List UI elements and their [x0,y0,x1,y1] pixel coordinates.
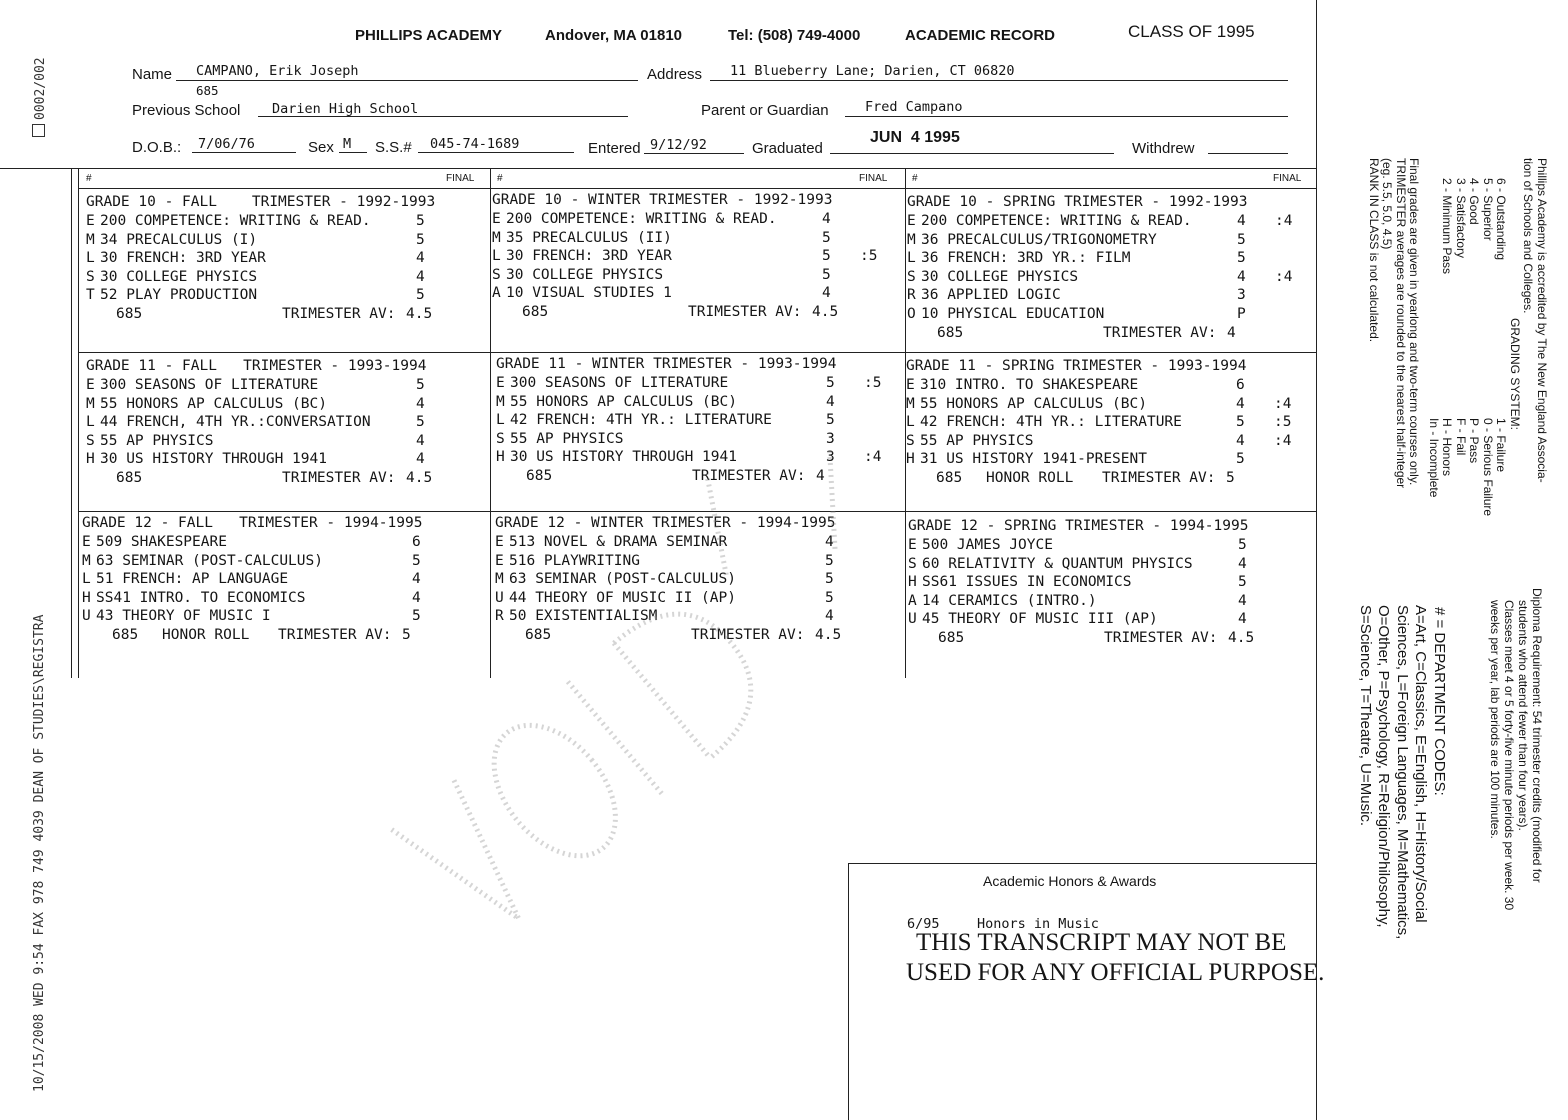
course-name: 55 HONORS AP CALCULUS (BC) [510,393,737,410]
diploma-note-line: students who attend fewer than four years). [1516,600,1530,831]
course-department-code: L [492,248,501,265]
course-department-code: H [82,589,91,606]
date-of-birth: 7/06/76 [198,136,255,152]
grading-note-line: (eg. 5.5, 5.0, 4.5) [1380,158,1395,250]
course-department-code: R [907,287,916,304]
course-row [492,229,902,248]
course-department-code: E [907,213,916,229]
dept-codes-line: O=Other, P=Psychology, R=Religion/Philosophy, [1375,605,1393,928]
course-row [907,305,1312,324]
dept-codes-line: Sciences, L=Foreign Languages, M=Mathematics, [1394,605,1411,940]
trimester-average: 4.5 [406,469,433,486]
course-name: 30 COLLEGE PHYSICS [100,268,258,285]
course-department-code: M [86,395,95,412]
school-location: Andover, MA 01810 [545,27,682,44]
course-final-grade: :5 [860,248,878,265]
course-grade: 5 [416,213,425,229]
class-of: CLASS OF 1995 [1128,22,1255,41]
course-name: 31 US HISTORY 1941-PRESENT [920,451,1147,468]
footer-student-id: 685 [116,305,143,322]
previous-school-label: Previous School [132,102,241,119]
course-department-code: U [495,589,504,606]
course-row [908,610,1313,629]
term-title: GRADE 12 - WINTER TRIMESTER - 1994-1995 [495,515,836,531]
term-block [86,193,486,324]
course-grade: 4 [416,432,425,449]
course-grade: 5 [1238,574,1247,591]
course-final-grade: :5 [1274,414,1292,431]
course-name: 44 THEORY OF MUSIC II (AP) [509,589,736,606]
trimester-average-label: TRIMESTER AV: [282,469,396,486]
course-department-code: S [86,268,95,285]
course-department-code: S [86,432,95,449]
course-name: 34 PRECALCULUS (I) [100,231,258,248]
department-codes [1356,605,1449,939]
footer-student-id: 685 [116,469,143,486]
school-name: PHILLIPS ACADEMY [355,27,502,44]
diploma-note-line: weeks per year, lab periods are 100 minutes. [1488,600,1502,839]
term-block [907,193,1312,342]
course-name: 50 EXISTENTIALISM [509,608,658,625]
course-department-code: T [86,287,95,304]
previous-school: Darien High School [272,101,419,117]
course-name: 42 FRENCH: 4TH YR.: LITERATURE [510,412,772,429]
checkbox-icon [32,124,45,137]
course-grade: 4 [416,451,425,468]
honor-roll-note: HONOR ROLL [986,469,1074,486]
course-department-code: E [906,377,915,393]
course-department-code: L [86,250,95,267]
fax-header-line: 10/15/2008 WED 9:54 FAX 978 749 4039 DEAN OF STUDIES\REGISTRA [32,614,47,1092]
course-department-code: E [496,375,505,391]
course-department-code: S [906,432,915,449]
trimester-footer [86,305,486,324]
student-name: CAMPANO, Erik Joseph [196,63,359,79]
diploma-note-line: Classes meet 4 or 5 forty-five minute periods per week. 30 [1502,600,1516,911]
course-final-grade: :4 [864,449,882,466]
course-name: 310 INTRO. TO SHAKESPEARE [920,377,1139,393]
course-department-code: S [492,266,501,283]
trimester-average: 5 [1226,469,1235,486]
entered-date: 9/12/92 [650,137,707,153]
course-grade: 4 [825,608,834,625]
course-grade: 5 [825,552,834,569]
course-name: 36 FRENCH: 3RD YR.: FILM [921,250,1131,267]
social-security-number: 045-74-1689 [430,136,520,152]
course-department-code: M [496,393,505,410]
footer-student-id: 685 [526,467,553,484]
grading-note-line: tion of Schools and Colleges. [1521,158,1536,314]
term-title: GRADE 10 - FALL TRIMESTER - 1992-1993 [86,194,436,210]
course-grade: 6 [412,534,421,550]
course-row [906,376,1311,395]
course-name: 30 FRENCH: 3RD YEAR [100,250,266,267]
ss-label: S.S.# [375,139,412,156]
guardian-name: Fred Campano [865,99,963,115]
term-title: GRADE 10 - WINTER TRIMESTER - 1992-1993 [492,192,833,208]
grading-scale-row: 2 - Minimum Pass H - Honors [1440,178,1455,477]
trimester-average: 4.5 [815,626,842,643]
grading-notes [1367,158,1549,516]
course-name: 513 NOVEL & DRAMA SEMINAR [509,534,728,550]
course-grade: 3 [826,449,835,466]
term-title: GRADE 11 - WINTER TRIMESTER - 1993-1994 [496,356,837,372]
col-number-header: # [497,173,503,184]
school-telephone: Tel: (508) 749-4000 [728,27,861,44]
course-name: SS61 ISSUES IN ECONOMICS [922,574,1132,591]
course-name: 200 COMPETENCE: WRITING & READ. [921,213,1192,229]
course-department-code: E [86,213,95,229]
col-number-header: # [86,173,92,184]
course-grade: 5 [412,552,421,569]
grading-note-line: TRIMESTER averages are rounded to the nearest half-integer [1394,158,1408,489]
honors-entry-text: Honors in Music [977,916,1099,932]
course-department-code: M [906,395,915,412]
name-label: Name [132,66,173,83]
course-name: 30 US HISTORY THROUGH 1941 [100,451,327,468]
course-row [908,573,1313,592]
course-department-code: O [907,305,916,322]
course-name: 43 THEORY OF MUSIC I [96,608,271,625]
course-name: 60 RELATIVITY & QUANTUM PHYSICS [922,555,1193,572]
course-row [86,231,486,250]
course-department-code: L [907,250,916,267]
course-grade: 4 [822,211,831,227]
trimester-average-label: TRIMESTER AV: [692,467,806,484]
trimester-average: 4 [816,467,825,484]
honor-roll-note: HONOR ROLL [162,626,250,643]
course-row [86,286,486,305]
course-department-code: U [82,608,91,625]
course-row [496,374,901,393]
dept-codes-title: # = DEPARTMENT CODES: [1431,607,1448,796]
course-department-code: M [495,571,504,588]
course-grade: 5 [1236,451,1245,468]
course-row [907,231,1312,250]
course-name: 55 AP PHYSICS [920,432,1034,449]
course-grade: 5 [1237,250,1246,267]
course-grade: 4 [416,395,425,412]
footer-student-id: 685 [937,324,964,341]
course-row [906,395,1311,414]
honors-title: Academic Honors & Awards [983,873,1157,889]
course-grade: 5 [416,287,425,304]
course-grade: 4 [1237,268,1246,285]
course-grade: 3 [826,430,835,447]
course-grade: 4 [1237,213,1246,229]
course-department-code: U [908,611,917,628]
term-block [908,517,1313,648]
course-name: 500 JAMES JOYCE [922,537,1053,553]
course-row [86,376,486,395]
course-name: 51 FRENCH: AP LANGUAGE [96,571,289,588]
grading-scale-row: 6 - Outstanding 1 - Failure [1494,178,1509,473]
course-grade: 5 [822,248,831,265]
footer-student-id: 685 [938,629,965,646]
fax-page-number: 0002/002 [32,57,48,137]
student-address: 11 Blueberry Lane; Darien, CT 06820 [730,63,1015,79]
dept-codes-line: S=Science, T=Theatre, U=Music. [1357,605,1374,827]
course-row [492,266,902,285]
course-department-code: H [86,451,95,468]
course-grade: 5 [416,231,425,248]
course-grade: 4 [822,285,831,302]
course-department-code: H [906,451,915,468]
course-department-code: S [496,430,505,447]
dob-label: D.O.B.: [132,139,182,156]
trimester-average-label: TRIMESTER AV: [1103,324,1217,341]
course-row [492,210,902,229]
course-row [86,249,486,268]
course-name: 36 APPLIED LOGIC [921,287,1061,304]
void-watermark-stamp [250,440,950,1000]
course-row [908,555,1313,574]
course-grade: 3 [1237,287,1246,304]
course-name: 300 SEASONS OF LITERATURE [510,375,729,391]
course-grade: 5 [822,229,831,246]
graduated-date: JUN 4 1995 [870,129,960,146]
footer-student-id: 685 [525,626,552,643]
course-grade: 4 [1236,395,1245,412]
course-department-code: A [908,592,917,609]
grading-note-line: GRADING SYSTEM: [1508,318,1522,431]
course-name: 35 PRECALCULUS (II) [506,229,672,246]
course-row [908,536,1313,555]
course-grade: 5 [1238,537,1247,553]
term-title: GRADE 12 - SPRING TRIMESTER - 1994-1995 [908,518,1249,534]
trimester-average-label: TRIMESTER AV: [282,305,396,322]
col-final-header: FINAL [1273,173,1302,184]
col-final-header: FINAL [446,173,475,184]
trimester-average: 4 [1227,324,1236,341]
transcript-warning-line1: THIS TRANSCRIPT MAY NOT BE [916,929,1287,956]
course-name: 45 THEORY OF MUSIC III (AP) [922,611,1158,628]
course-name: SS41 INTRO. TO ECONOMICS [96,589,306,606]
trimester-footer [492,303,902,322]
course-name: 42 FRENCH: 4TH YR.: LITERATURE [920,414,1182,431]
course-name: 36 PRECALCULUS/TRIGONOMETRY [921,231,1157,248]
course-department-code: M [82,552,91,569]
course-department-code: E [86,377,95,393]
guardian-label: Parent or Guardian [701,102,829,119]
course-department-code: R [495,608,504,625]
course-final-grade: :4 [1274,395,1292,412]
course-grade: 5 [416,377,425,393]
course-name: 44 FRENCH, 4TH YR.:CONVERSATION [100,414,371,431]
course-name: 55 HONORS AP CALCULUS (BC) [100,395,327,412]
course-name: 10 PHYSICAL EDUCATION [921,305,1105,322]
course-row [86,395,486,414]
course-department-code: E [492,211,501,227]
course-name: 55 AP PHYSICS [510,430,624,447]
course-grade: 6 [1236,377,1245,393]
course-grade: 5 [416,414,425,431]
course-name: 63 SEMINAR (POST-CALCULUS) [509,571,736,588]
course-department-code: L [82,571,91,588]
course-row [906,413,1311,432]
course-row [492,247,902,266]
trimester-average-label: TRIMESTER AV: [688,303,802,320]
trimester-average: 4.5 [812,303,839,320]
course-row [906,432,1311,451]
graduated-label: Graduated [752,140,823,157]
course-name: 30 COLLEGE PHYSICS [921,268,1079,285]
course-row [86,413,486,432]
course-department-code: S [907,268,916,285]
sex: M [343,136,352,152]
grading-note-line: RANK IN CLASS is not calculated. [1367,158,1381,343]
course-name: 300 SEASONS OF LITERATURE [100,377,319,393]
course-grade: 5 [825,589,834,606]
course-grade: 4 [412,589,421,606]
course-final-grade: :4 [1275,213,1293,229]
course-grade: 5 [1237,231,1246,248]
course-grade: 4 [416,250,425,267]
grading-note-line: Phillips Academy is accredited by The New England Associa- [1535,158,1549,483]
grading-scale-row: 5 - Superior 0 - Serious Failure [1481,178,1495,517]
course-grade: 4 [826,393,835,410]
course-department-code: M [86,231,95,248]
course-name: 509 SHAKESPEARE [96,534,227,550]
trimester-average-label: TRIMESTER AV: [691,626,805,643]
trimester-footer [908,629,1313,648]
course-name: 14 CERAMICS (INTRO.) [922,592,1097,609]
term-block [906,357,1311,488]
grading-scale-row: 3 - Satisfactory F - Fail [1454,178,1468,456]
course-row [496,411,901,430]
course-grade: 5 [826,412,835,429]
course-grade: 5 [1236,414,1245,431]
course-department-code: E [82,534,91,550]
term-block [492,191,902,322]
course-row [906,450,1311,469]
course-department-code: L [86,414,95,431]
diploma-notes [1488,588,1544,910]
course-grade: 5 [822,266,831,283]
course-name: 30 US HISTORY THROUGH 1941 [510,449,737,466]
course-grade: 5 [412,608,421,625]
withdrew-label: Withdrew [1132,140,1195,157]
sex-label: Sex [308,139,334,156]
course-row [908,592,1313,611]
course-grade: 4 [1238,555,1247,572]
course-department-code: M [492,229,501,246]
course-final-grade: :4 [1274,432,1292,449]
course-final-grade: :4 [1275,268,1293,285]
trimester-footer [906,469,1311,488]
course-row [86,212,486,231]
entered-label: Entered [588,140,641,157]
course-department-code: S [908,555,917,572]
course-final-grade: :5 [864,375,882,391]
course-name: 10 VISUAL STUDIES 1 [506,285,672,302]
trimester-average: 4.5 [1228,629,1255,646]
dept-codes-line: A=Art, C=Classics, E=English, H=History/Social [1412,605,1430,923]
footer-student-id: 685 [936,469,963,486]
course-name: 63 SEMINAR (POST-CALCULUS) [96,552,323,569]
course-department-code: L [906,414,915,431]
course-name: 516 PLAYWRITING [509,552,640,569]
trimester-average-label: TRIMESTER AV: [278,626,392,643]
grading-scale-row: In - Incomplete [1427,418,1441,498]
term-title: GRADE 12 - FALL TRIMESTER - 1994-1995 [82,515,423,531]
trimester-average-label: TRIMESTER AV: [1102,469,1216,486]
student-id: 685 [196,83,219,98]
course-department-code: L [496,412,505,429]
diploma-note-line: Diploma Requirement: 54 trimester credits (modified for [1530,588,1544,883]
course-row [907,212,1312,231]
course-name: 52 PLAY PRODUCTION [100,287,258,304]
course-grade: 4 [416,268,425,285]
trimester-average: 5 [402,626,411,643]
col-final-header: FINAL [859,173,888,184]
course-department-code: H [908,574,917,591]
grading-scale-row: 4 - Good P - Pass [1467,178,1482,464]
course-grade: 4 [1236,432,1245,449]
course-department-code: E [495,552,504,569]
course-department-code: E [495,534,504,550]
trimester-average: 4.5 [406,305,433,322]
course-row [907,286,1312,305]
term-title: GRADE 11 - SPRING TRIMESTER - 1993-1994 [906,358,1247,374]
term-title: GRADE 11 - FALL TRIMESTER - 1993-1994 [86,358,427,374]
trimester-average-label: TRIMESTER AV: [1104,629,1218,646]
record-title: ACADEMIC RECORD [905,27,1055,44]
course-name: 30 FRENCH: 3RD YEAR [506,248,672,265]
course-name: 200 COMPETENCE: WRITING & READ. [100,213,371,229]
course-name: 200 COMPETENCE: WRITING & READ. [506,211,777,227]
trimester-footer [907,324,1312,343]
course-grade: 5 [826,375,835,391]
course-grade: 5 [825,571,834,588]
course-grade: 4 [1238,592,1247,609]
course-department-code: H [496,449,505,466]
course-row [907,268,1312,287]
course-row [496,393,901,412]
course-grade: 4 [412,571,421,588]
footer-student-id: 685 [112,626,139,643]
course-department-code: M [907,231,916,248]
course-department-code: A [492,285,501,302]
course-grade: 4 [825,534,834,550]
course-row [907,249,1312,268]
footer-student-id: 685 [522,303,549,320]
col-number-header: # [912,173,918,184]
course-name: 55 HONORS AP CALCULUS (BC) [920,395,1147,412]
course-department-code: E [908,537,917,553]
transcript-warning-line2: USED FOR ANY OFFICIAL PURPOSE. [906,959,1325,986]
course-grade: 4 [1238,611,1247,628]
course-row [492,284,902,303]
honors-entry-date: 6/95 [907,916,940,932]
grading-note-line: Final grades are given in yearlong and two-term courses only. [1407,158,1422,486]
course-name: 55 AP PHYSICS [100,432,214,449]
term-title: GRADE 10 - SPRING TRIMESTER - 1992-1993 [907,194,1248,210]
course-name: 30 COLLEGE PHYSICS [506,266,664,283]
course-row [86,268,486,287]
address-label: Address [647,66,703,83]
course-grade: P [1237,305,1246,322]
